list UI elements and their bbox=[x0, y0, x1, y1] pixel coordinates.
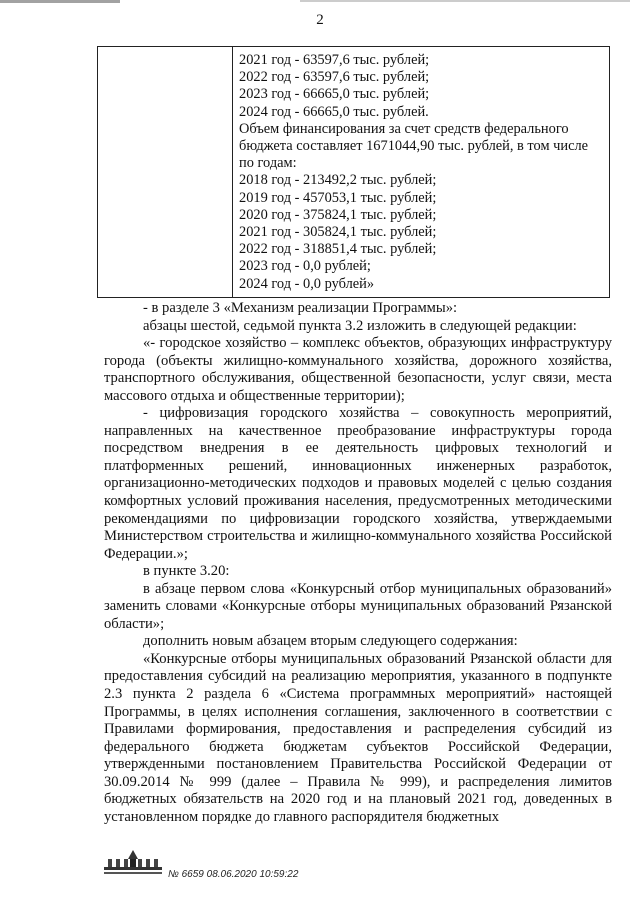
document-registration-number: № 6659 08.06.2020 10:59:22 bbox=[168, 869, 299, 880]
paragraph: - в разделе 3 «Механизм реализации Программы»: bbox=[143, 300, 458, 316]
paragraph: дополнить новым абзацем вторым следующего содержания: bbox=[143, 633, 518, 650]
table-line: бюджета составляет 1671044,90 тыс. рублей, в том числе bbox=[239, 138, 589, 155]
table-line: 2019 год - 457053,1 тыс. рублей; bbox=[239, 189, 437, 206]
paragraph: в абзаце первом слова «Конкурсный отбор муниципальных образований» заменить словами «Конкурсные отборы муниципальных образований Рязанской области»; bbox=[104, 580, 612, 632]
scan-edge-mark bbox=[0, 0, 120, 3]
page-number: 2 bbox=[316, 12, 324, 28]
table-column-divider bbox=[232, 47, 233, 297]
building-seal-icon bbox=[102, 847, 164, 877]
table-line: 2024 год - 66665,0 тыс. рублей. bbox=[239, 103, 429, 120]
paragraph: «- городское хозяйство – комплекс объектов, образующих инфраструктуру города (объекты жилищно-коммунального хозяйства, дорожного хозяйства, транспортного обслуживания, общественной безопасности, услуг связи, места массового отдыха и общественные территории); bbox=[104, 335, 612, 404]
table-line: 2018 год - 213492,2 тыс. рублей; bbox=[239, 172, 437, 189]
table-line: 2023 год - 66665,0 тыс. рублей; bbox=[239, 86, 430, 103]
paragraph: - цифровизация городского хозяйства – совокупность мероприятий, направленных на качественное преобразование инфраструктуры города посредством внедрения в ее деятельность цифровых технологий и платформенных решений, инновационных инженерных разработок, организационно-методических подходов и правовых моделей с целью создания комфортных условий проживания населения, предусмотренных методическими рекомендациями по цифровизации городского хозяйства, утверждаемыми Министерством строительства и жилищно-коммунального хозяйства Российской Федерации.»; bbox=[104, 405, 612, 562]
paragraph: абзацы шестой, седьмой пункта 3.2 изложить в следующей редакции: bbox=[143, 317, 577, 334]
table-line: 2020 год - 375824,1 тыс. рублей; bbox=[239, 206, 437, 223]
table-line: 2021 год - 63597,6 тыс. рублей; bbox=[239, 52, 430, 68]
table-line: по годам: bbox=[239, 155, 297, 172]
document-body bbox=[104, 300, 612, 826]
paragraph: в пункте 3.20: bbox=[143, 563, 230, 580]
paragraph: «Конкурсные отборы муниципальных образований Рязанской области для предоставления субсидий на реализацию мероприятия, указанного в подпункте 2.3 пункта 2 раздела 6 «Система программных мероприятий» настоящей Программы, в целях исполнения соглашения, заключенного в соответствии с Правилами формирования, предоставления и распределения субсидий из федерального бюджета бюджетам субъектов Российской Федерации, утвержденными постановлением Правительства Российской Федерации от 30.09.2014 № 999 (далее – Правила № 999), и распределения лимитов бюджетных обязательств на 2020 год и на плановый 2021 год, доведенных в установленном порядке до главного распорядителя бюджетных bbox=[104, 650, 612, 825]
table-line: Объем финансирования за счет средств федерального bbox=[239, 120, 569, 137]
table-line: 2021 год - 305824,1 тыс. рублей; bbox=[239, 224, 437, 241]
table-line: 2022 год - 63597,6 тыс. рублей; bbox=[239, 69, 430, 86]
financing-table bbox=[97, 46, 610, 298]
table-right-cell bbox=[239, 52, 603, 293]
table-line: 2022 год - 318851,4 тыс. рублей; bbox=[239, 241, 437, 258]
table-line: 2023 год - 0,0 рублей; bbox=[239, 258, 371, 275]
seal-logo bbox=[102, 847, 164, 882]
table-line: 2024 год - 0,0 рублей» bbox=[239, 275, 375, 292]
scan-edge-mark bbox=[300, 0, 630, 2]
